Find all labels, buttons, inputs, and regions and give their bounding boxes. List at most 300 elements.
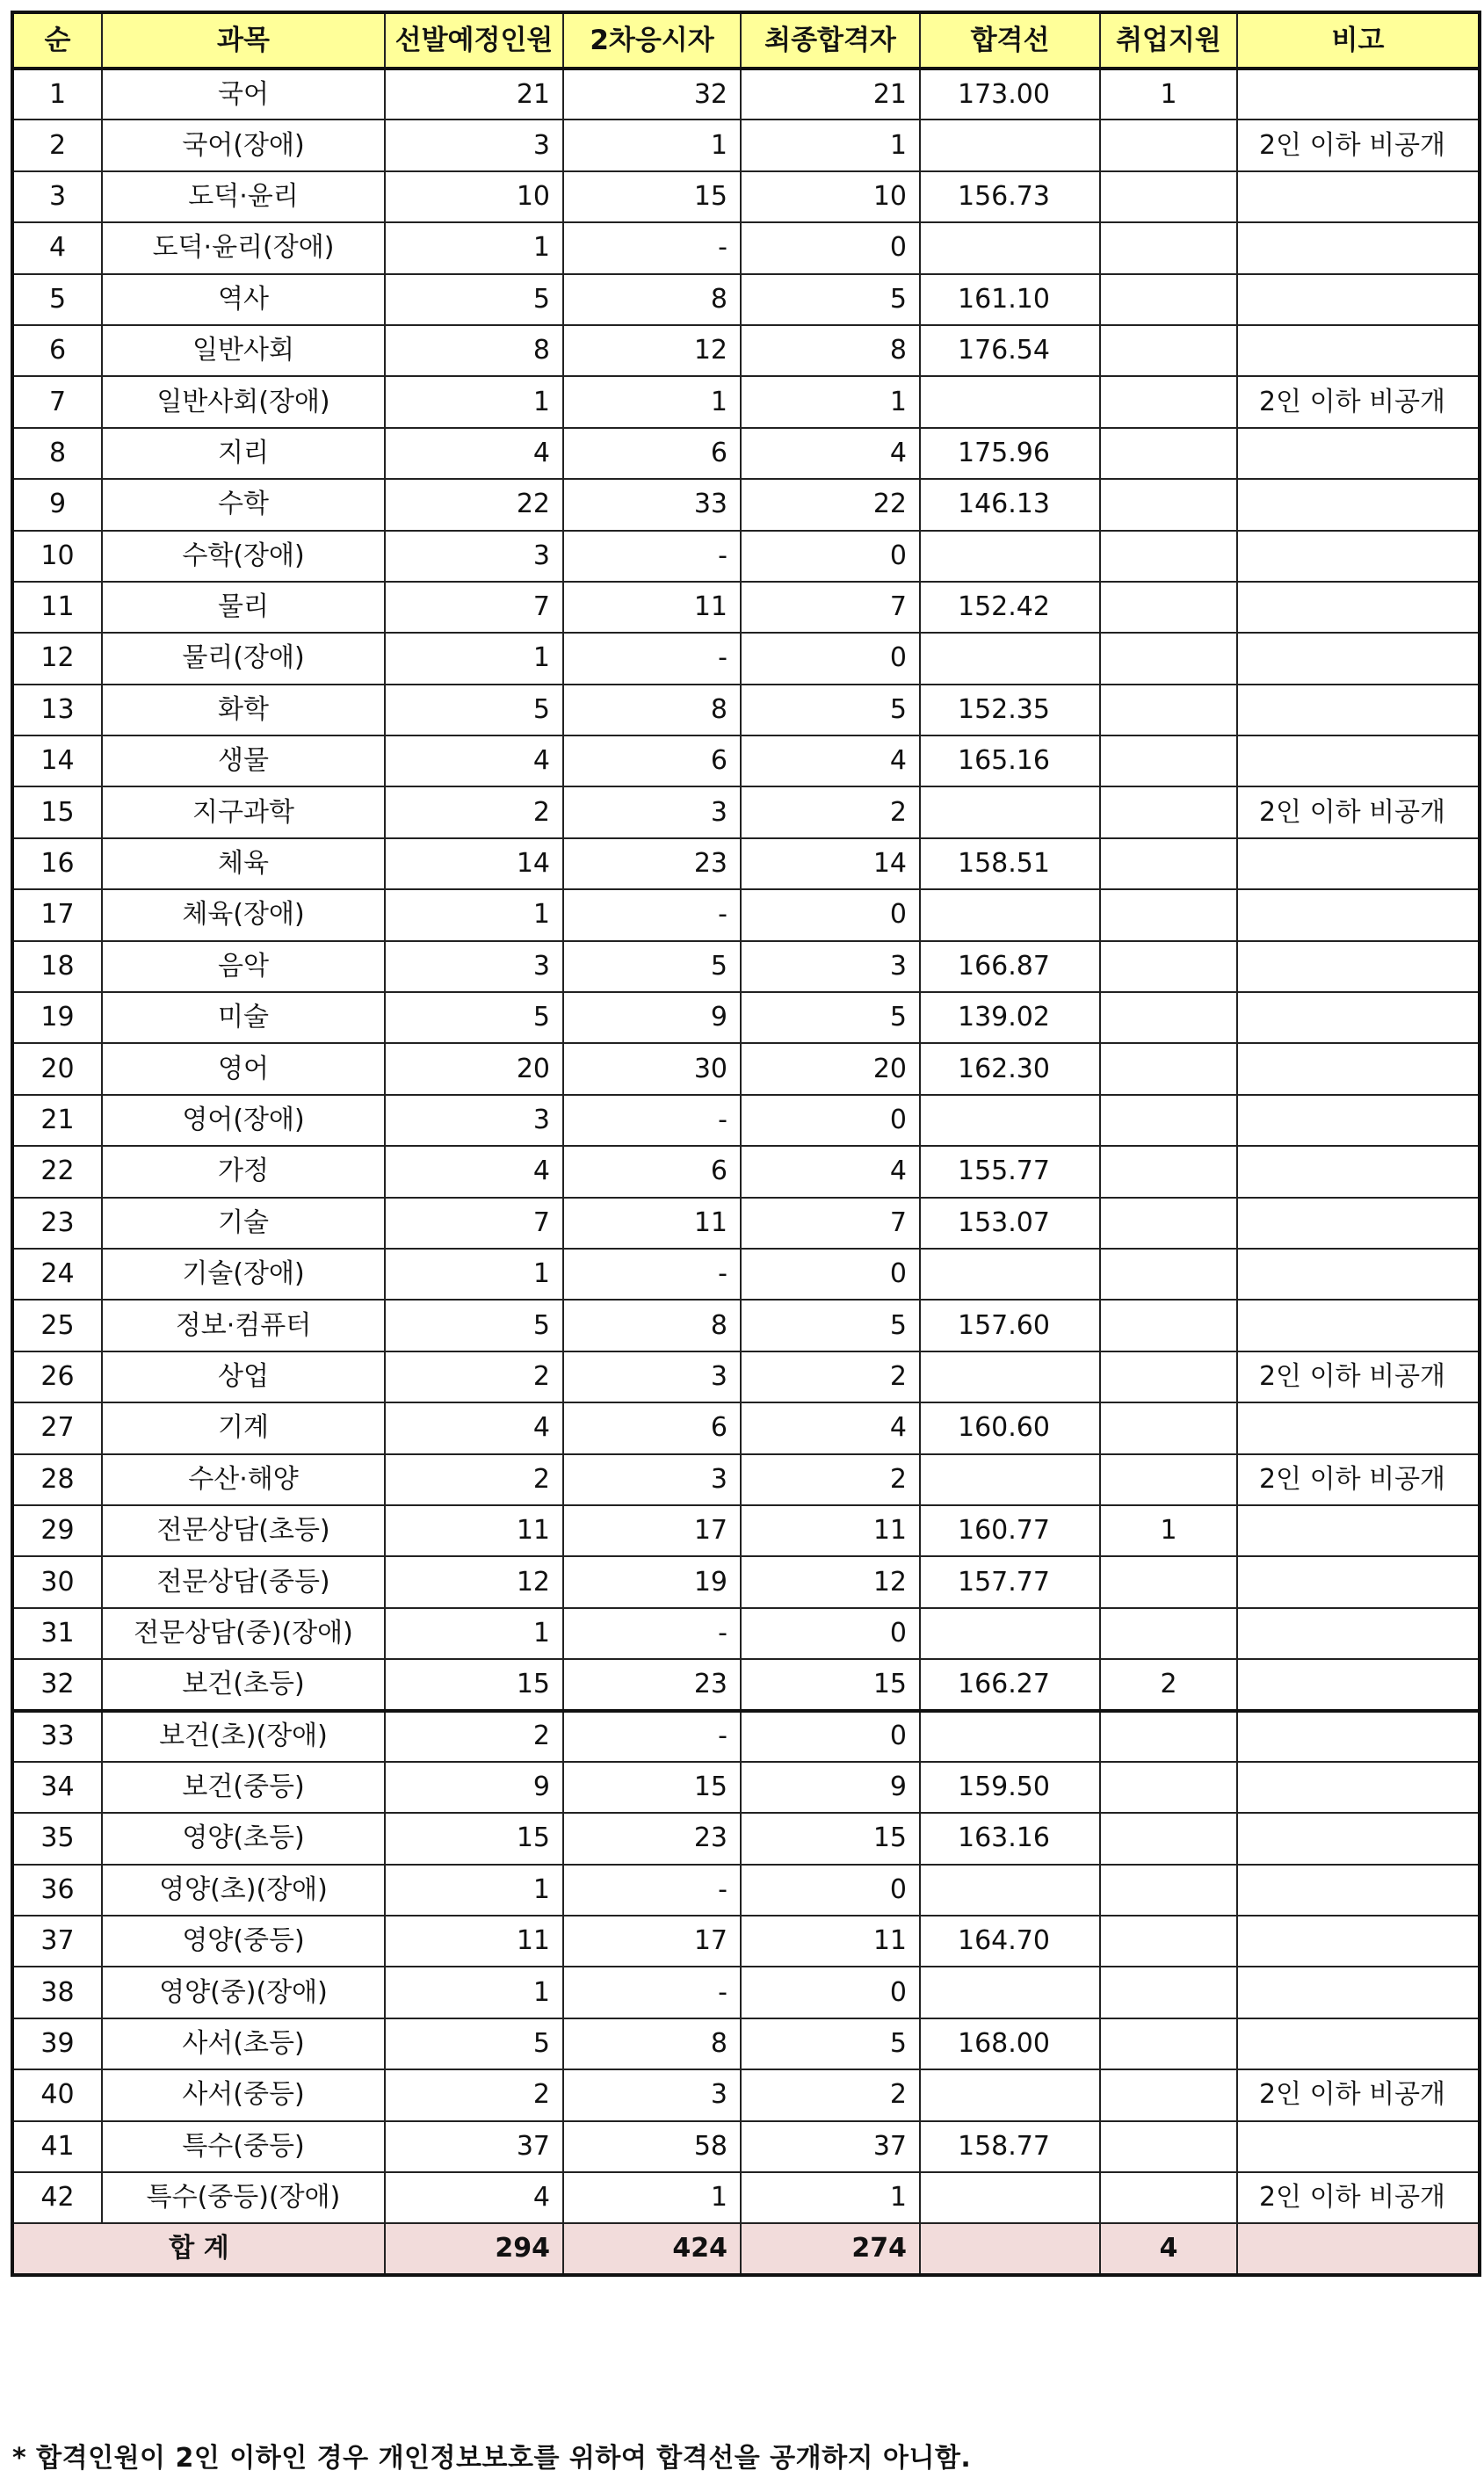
cell-subject: 체육 xyxy=(102,838,385,889)
table-row xyxy=(12,479,1480,530)
cell-second-round: 5 xyxy=(563,941,741,992)
cell-planned: 20 xyxy=(385,1043,563,1094)
cell-planned: 2 xyxy=(385,1454,563,1505)
cell-cutoff: 139.02 xyxy=(920,992,1100,1043)
cell-job-support xyxy=(1100,120,1237,170)
cell-no: 11 xyxy=(12,582,102,633)
table-row xyxy=(12,1505,1480,1556)
cell-planned: 4 xyxy=(385,2172,563,2223)
cell-planned: 5 xyxy=(385,1300,563,1351)
total-planned: 294 xyxy=(385,2223,563,2274)
cell-cutoff: 160.60 xyxy=(920,1402,1100,1453)
cell-no: 7 xyxy=(12,376,102,427)
table-body xyxy=(12,69,1480,2223)
table-row xyxy=(12,786,1480,837)
header-planned: 선발예정인원 xyxy=(385,12,563,69)
cell-final-pass: 0 xyxy=(741,1608,920,1659)
cell-second-round: 8 xyxy=(563,2018,741,2069)
cell-subject: 특수(중등) xyxy=(102,2121,385,2172)
cell-subject: 사서(초등) xyxy=(102,2018,385,2069)
table-row xyxy=(12,1967,1480,2018)
cell-subject: 지구과학 xyxy=(102,786,385,837)
cell-subject: 상업 xyxy=(102,1351,385,1402)
cell-second-round: 12 xyxy=(563,325,741,376)
cell-final-pass: 21 xyxy=(741,69,920,120)
cell-note xyxy=(1237,1043,1480,1094)
table-footer xyxy=(12,2223,1480,2274)
cell-job-support xyxy=(1100,479,1237,530)
cell-job-support xyxy=(1100,376,1237,427)
cell-no: 27 xyxy=(12,1402,102,1453)
cell-second-round: - xyxy=(563,1967,741,2018)
total-note xyxy=(1237,2223,1480,2274)
table-row xyxy=(12,222,1480,273)
cell-final-pass: 5 xyxy=(741,274,920,325)
cell-job-support xyxy=(1100,531,1237,582)
table-row xyxy=(12,1659,1480,1710)
cell-note xyxy=(1237,1146,1480,1197)
cell-planned: 3 xyxy=(385,120,563,170)
cell-second-round: 58 xyxy=(563,2121,741,2172)
cell-no: 8 xyxy=(12,428,102,479)
cell-job-support xyxy=(1100,1454,1237,1505)
cell-planned: 15 xyxy=(385,1659,563,1710)
cell-final-pass: 22 xyxy=(741,479,920,530)
cell-second-round: 9 xyxy=(563,992,741,1043)
cell-cutoff xyxy=(920,1351,1100,1402)
table-row xyxy=(12,735,1480,786)
cell-no: 29 xyxy=(12,1505,102,1556)
cell-planned: 3 xyxy=(385,1095,563,1146)
cell-second-round: - xyxy=(563,1865,741,1916)
cell-second-round: 3 xyxy=(563,2069,741,2120)
cell-final-pass: 0 xyxy=(741,1865,920,1916)
cell-subject: 수학(장애) xyxy=(102,531,385,582)
table-row xyxy=(12,1095,1480,1146)
cell-planned: 22 xyxy=(385,479,563,530)
total-label: 합 계 xyxy=(12,2223,385,2274)
table-row xyxy=(12,1043,1480,1094)
cell-final-pass: 2 xyxy=(741,2069,920,2120)
cell-planned: 5 xyxy=(385,2018,563,2069)
cell-final-pass: 7 xyxy=(741,1198,920,1249)
table-row xyxy=(12,992,1480,1043)
cell-note xyxy=(1237,1865,1480,1916)
cell-no: 9 xyxy=(12,479,102,530)
cell-no: 40 xyxy=(12,2069,102,2120)
header-row xyxy=(12,12,1480,69)
header-job-support: 취업지원 xyxy=(1100,12,1237,69)
cell-job-support xyxy=(1100,1967,1237,2018)
cell-no: 39 xyxy=(12,2018,102,2069)
cell-planned: 1 xyxy=(385,376,563,427)
cell-final-pass: 5 xyxy=(741,992,920,1043)
cell-no: 26 xyxy=(12,1351,102,1402)
cell-note xyxy=(1237,1967,1480,2018)
cell-cutoff: 165.16 xyxy=(920,735,1100,786)
cell-note xyxy=(1237,838,1480,889)
cell-job-support xyxy=(1100,2069,1237,2120)
table-row xyxy=(12,69,1480,120)
cell-final-pass: 1 xyxy=(741,2172,920,2223)
cell-cutoff: 152.35 xyxy=(920,685,1100,735)
cell-second-round: 1 xyxy=(563,376,741,427)
footnote: * 합격인원이 2인 이하인 경우 개인정보보호를 위하여 합격선을 공개하지 아니함. xyxy=(12,2443,972,2474)
cell-note xyxy=(1237,2121,1480,2172)
cell-note xyxy=(1237,1402,1480,1453)
cell-no: 5 xyxy=(12,274,102,325)
cell-cutoff: 160.77 xyxy=(920,1505,1100,1556)
cell-subject: 물리(장애) xyxy=(102,633,385,684)
cell-planned: 10 xyxy=(385,171,563,222)
table-row xyxy=(12,1711,1480,1762)
cell-cutoff xyxy=(920,1967,1100,2018)
cell-note xyxy=(1237,1198,1480,1249)
cell-no: 21 xyxy=(12,1095,102,1146)
cell-note xyxy=(1237,992,1480,1043)
cell-no: 34 xyxy=(12,1762,102,1813)
cell-final-pass: 5 xyxy=(741,685,920,735)
cell-subject: 국어 xyxy=(102,69,385,120)
cell-no: 17 xyxy=(12,889,102,940)
cell-job-support xyxy=(1100,2121,1237,2172)
cell-planned: 4 xyxy=(385,1146,563,1197)
cell-subject: 음악 xyxy=(102,941,385,992)
cell-job-support xyxy=(1100,1146,1237,1197)
cell-job-support xyxy=(1100,1865,1237,1916)
cell-cutoff: 156.73 xyxy=(920,171,1100,222)
cell-no: 22 xyxy=(12,1146,102,1197)
cell-job-support xyxy=(1100,1351,1237,1402)
cell-cutoff xyxy=(920,786,1100,837)
cell-planned: 2 xyxy=(385,2069,563,2120)
cell-planned: 2 xyxy=(385,786,563,837)
cell-subject: 전문상담(중)(장애) xyxy=(102,1608,385,1659)
cell-note xyxy=(1237,171,1480,222)
cell-planned: 4 xyxy=(385,735,563,786)
cell-subject: 일반사회(장애) xyxy=(102,376,385,427)
cell-job-support xyxy=(1100,222,1237,273)
cell-no: 35 xyxy=(12,1813,102,1864)
cell-no: 4 xyxy=(12,222,102,273)
cell-subject: 전문상담(초등) xyxy=(102,1505,385,1556)
cell-final-pass: 4 xyxy=(741,428,920,479)
cell-second-round: 17 xyxy=(563,1916,741,1967)
cell-planned: 2 xyxy=(385,1711,563,1762)
cell-job-support xyxy=(1100,428,1237,479)
cell-second-round: - xyxy=(563,531,741,582)
table-row xyxy=(12,1249,1480,1300)
cell-second-round: 23 xyxy=(563,1659,741,1710)
cell-job-support xyxy=(1100,1813,1237,1864)
table-row xyxy=(12,1198,1480,1249)
cell-subject: 영어(장애) xyxy=(102,1095,385,1146)
cell-note xyxy=(1237,1916,1480,1967)
cell-second-round: 23 xyxy=(563,1813,741,1864)
total-job-support: 4 xyxy=(1100,2223,1237,2274)
cell-no: 36 xyxy=(12,1865,102,1916)
cell-planned: 14 xyxy=(385,838,563,889)
cell-note xyxy=(1237,325,1480,376)
cell-no: 18 xyxy=(12,941,102,992)
table-row xyxy=(12,531,1480,582)
cell-no: 3 xyxy=(12,171,102,222)
cell-cutoff: 153.07 xyxy=(920,1198,1100,1249)
cell-no: 12 xyxy=(12,633,102,684)
cell-planned: 8 xyxy=(385,325,563,376)
table-row xyxy=(12,376,1480,427)
cell-cutoff: 161.10 xyxy=(920,274,1100,325)
table-row xyxy=(12,1351,1480,1402)
cell-second-round: 6 xyxy=(563,428,741,479)
cell-final-pass: 9 xyxy=(741,1762,920,1813)
cell-cutoff: 173.00 xyxy=(920,69,1100,120)
cell-no: 42 xyxy=(12,2172,102,2223)
cell-cutoff: 157.77 xyxy=(920,1556,1100,1607)
cell-note xyxy=(1237,428,1480,479)
cell-job-support xyxy=(1100,685,1237,735)
cell-planned: 4 xyxy=(385,1402,563,1453)
cell-cutoff: 166.27 xyxy=(920,1659,1100,1710)
cell-subject: 영양(중)(장애) xyxy=(102,1967,385,2018)
cell-cutoff xyxy=(920,1608,1100,1659)
table-row xyxy=(12,685,1480,735)
cell-second-round: 11 xyxy=(563,1198,741,1249)
cell-second-round: 6 xyxy=(563,1402,741,1453)
cell-job-support xyxy=(1100,2018,1237,2069)
cell-no: 30 xyxy=(12,1556,102,1607)
cell-subject: 보건(중등) xyxy=(102,1762,385,1813)
header-cutoff: 합격선 xyxy=(920,12,1100,69)
cell-final-pass: 20 xyxy=(741,1043,920,1094)
cell-final-pass: 1 xyxy=(741,376,920,427)
cell-subject: 가정 xyxy=(102,1146,385,1197)
cell-note xyxy=(1237,889,1480,940)
cell-note xyxy=(1237,941,1480,992)
cell-cutoff xyxy=(920,1454,1100,1505)
cell-note xyxy=(1237,1762,1480,1813)
cell-planned: 1 xyxy=(385,222,563,273)
table-row xyxy=(12,2121,1480,2172)
cell-no: 32 xyxy=(12,1659,102,1710)
cell-second-round: - xyxy=(563,889,741,940)
cell-cutoff xyxy=(920,531,1100,582)
cell-note: 2인 이하 비공개 xyxy=(1237,120,1480,170)
cell-second-round: - xyxy=(563,1711,741,1762)
table-row xyxy=(12,428,1480,479)
cell-cutoff xyxy=(920,889,1100,940)
cell-cutoff: 164.70 xyxy=(920,1916,1100,1967)
cell-subject: 도덕·윤리(장애) xyxy=(102,222,385,273)
cell-no: 28 xyxy=(12,1454,102,1505)
cell-job-support xyxy=(1100,1402,1237,1453)
table-row xyxy=(12,1556,1480,1607)
cell-cutoff xyxy=(920,120,1100,170)
cell-cutoff xyxy=(920,376,1100,427)
cell-note xyxy=(1237,685,1480,735)
cell-final-pass: 0 xyxy=(741,1095,920,1146)
table-row xyxy=(12,1813,1480,1864)
cell-subject: 전문상담(중등) xyxy=(102,1556,385,1607)
cell-planned: 37 xyxy=(385,2121,563,2172)
cell-cutoff: 146.13 xyxy=(920,479,1100,530)
cell-planned: 7 xyxy=(385,582,563,633)
cell-final-pass: 0 xyxy=(741,531,920,582)
header-subject: 과목 xyxy=(102,12,385,69)
cell-second-round: 33 xyxy=(563,479,741,530)
cell-second-round: 15 xyxy=(563,171,741,222)
table-row xyxy=(12,889,1480,940)
cell-note: 2인 이하 비공개 xyxy=(1237,2172,1480,2223)
results-table xyxy=(11,11,1481,2277)
cell-second-round: - xyxy=(563,1095,741,1146)
cell-subject: 영어 xyxy=(102,1043,385,1094)
cell-final-pass: 37 xyxy=(741,2121,920,2172)
cell-planned: 1 xyxy=(385,889,563,940)
cell-no: 19 xyxy=(12,992,102,1043)
cell-final-pass: 5 xyxy=(741,2018,920,2069)
cell-cutoff: 158.77 xyxy=(920,2121,1100,2172)
cell-subject: 사서(중등) xyxy=(102,2069,385,2120)
cell-second-round: 32 xyxy=(563,69,741,120)
cell-job-support xyxy=(1100,735,1237,786)
cell-cutoff: 155.77 xyxy=(920,1146,1100,1197)
cell-second-round: 8 xyxy=(563,685,741,735)
cell-final-pass: 5 xyxy=(741,1300,920,1351)
cell-no: 14 xyxy=(12,735,102,786)
cell-job-support xyxy=(1100,941,1237,992)
cell-job-support xyxy=(1100,1711,1237,1762)
table-row xyxy=(12,941,1480,992)
cell-planned: 5 xyxy=(385,685,563,735)
cell-cutoff: 157.60 xyxy=(920,1300,1100,1351)
cell-second-round: 11 xyxy=(563,582,741,633)
cell-note xyxy=(1237,582,1480,633)
cell-final-pass: 14 xyxy=(741,838,920,889)
cell-second-round: 3 xyxy=(563,786,741,837)
cell-no: 23 xyxy=(12,1198,102,1249)
cell-second-round: 8 xyxy=(563,1300,741,1351)
cell-cutoff: 168.00 xyxy=(920,2018,1100,2069)
cell-second-round: 3 xyxy=(563,1351,741,1402)
cell-subject: 생물 xyxy=(102,735,385,786)
cell-no: 37 xyxy=(12,1916,102,1967)
cell-second-round: 23 xyxy=(563,838,741,889)
cell-no: 20 xyxy=(12,1043,102,1094)
cell-final-pass: 4 xyxy=(741,735,920,786)
cell-cutoff xyxy=(920,222,1100,273)
cell-planned: 1 xyxy=(385,1608,563,1659)
cell-subject: 국어(장애) xyxy=(102,120,385,170)
table-row xyxy=(12,1608,1480,1659)
cell-no: 38 xyxy=(12,1967,102,2018)
cell-cutoff xyxy=(920,1711,1100,1762)
cell-subject: 수산·해양 xyxy=(102,1454,385,1505)
cell-planned: 1 xyxy=(385,1865,563,1916)
cell-cutoff: 163.16 xyxy=(920,1813,1100,1864)
cell-planned: 3 xyxy=(385,531,563,582)
cell-final-pass: 0 xyxy=(741,633,920,684)
cell-job-support xyxy=(1100,1249,1237,1300)
cell-cutoff xyxy=(920,2069,1100,2120)
cell-note xyxy=(1237,1711,1480,1762)
cell-job-support xyxy=(1100,1608,1237,1659)
table-row xyxy=(12,633,1480,684)
cell-job-support xyxy=(1100,838,1237,889)
cell-second-round: 6 xyxy=(563,1146,741,1197)
cell-final-pass: 0 xyxy=(741,889,920,940)
cell-note: 2인 이하 비공개 xyxy=(1237,2069,1480,2120)
cell-note xyxy=(1237,1556,1480,1607)
cell-second-round: 6 xyxy=(563,735,741,786)
cell-job-support xyxy=(1100,1556,1237,1607)
cell-subject: 보건(초등) xyxy=(102,1659,385,1710)
cell-job-support xyxy=(1100,1300,1237,1351)
cell-subject: 역사 xyxy=(102,274,385,325)
cell-note xyxy=(1237,735,1480,786)
cell-note xyxy=(1237,1659,1480,1710)
cell-job-support xyxy=(1100,992,1237,1043)
cell-cutoff: 159.50 xyxy=(920,1762,1100,1813)
cell-cutoff xyxy=(920,1095,1100,1146)
cell-planned: 11 xyxy=(385,1505,563,1556)
cell-job-support xyxy=(1100,582,1237,633)
table-row xyxy=(12,1865,1480,1916)
cell-cutoff: 158.51 xyxy=(920,838,1100,889)
cell-second-round: 15 xyxy=(563,1762,741,1813)
cell-final-pass: 12 xyxy=(741,1556,920,1607)
cell-cutoff xyxy=(920,2172,1100,2223)
cell-subject: 물리 xyxy=(102,582,385,633)
cell-planned: 1 xyxy=(385,1249,563,1300)
cell-no: 33 xyxy=(12,1711,102,1762)
cell-planned: 1 xyxy=(385,633,563,684)
cell-second-round: - xyxy=(563,633,741,684)
cell-subject: 화학 xyxy=(102,685,385,735)
cell-subject: 기계 xyxy=(102,1402,385,1453)
cell-no: 1 xyxy=(12,69,102,120)
cell-second-round: 1 xyxy=(563,120,741,170)
cell-no: 31 xyxy=(12,1608,102,1659)
cell-subject: 일반사회 xyxy=(102,325,385,376)
cell-planned: 5 xyxy=(385,274,563,325)
cell-cutoff: 152.42 xyxy=(920,582,1100,633)
cell-second-round: - xyxy=(563,222,741,273)
cell-final-pass: 4 xyxy=(741,1402,920,1453)
table-row xyxy=(12,2069,1480,2120)
cell-second-round: 1 xyxy=(563,2172,741,2223)
cell-cutoff: 162.30 xyxy=(920,1043,1100,1094)
cell-planned: 5 xyxy=(385,992,563,1043)
total-second-round: 424 xyxy=(563,2223,741,2274)
table-row xyxy=(12,1402,1480,1453)
table-row xyxy=(12,838,1480,889)
table-row xyxy=(12,1916,1480,1967)
cell-final-pass: 7 xyxy=(741,582,920,633)
cell-final-pass: 15 xyxy=(741,1659,920,1710)
cell-job-support: 2 xyxy=(1100,1659,1237,1710)
cell-final-pass: 10 xyxy=(741,171,920,222)
cell-final-pass: 2 xyxy=(741,1454,920,1505)
cell-job-support xyxy=(1100,889,1237,940)
table-row xyxy=(12,120,1480,170)
cell-no: 24 xyxy=(12,1249,102,1300)
cell-job-support: 1 xyxy=(1100,1505,1237,1556)
cell-job-support xyxy=(1100,325,1237,376)
header-note: 비고 xyxy=(1237,12,1480,69)
cell-planned: 21 xyxy=(385,69,563,120)
cell-job-support xyxy=(1100,1198,1237,1249)
